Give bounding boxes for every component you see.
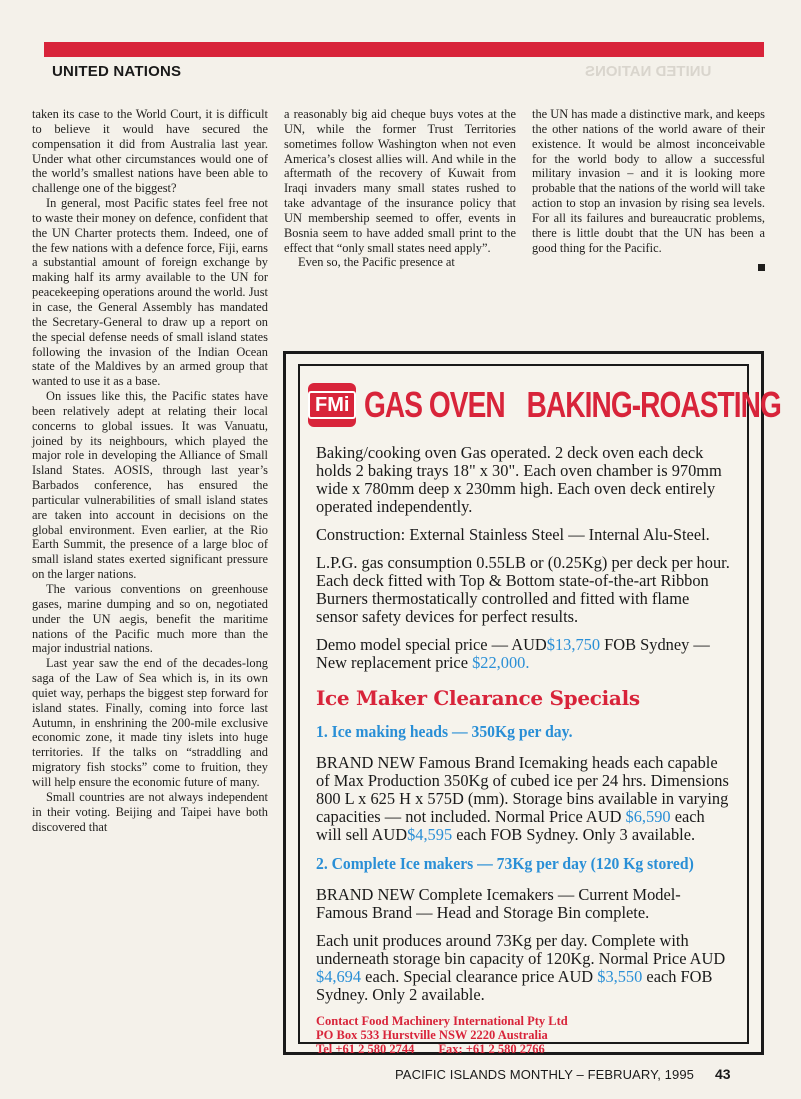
paragraph: The various conventions on greenhouse gases, marine dumping and so on, negotiated under the UN aegis, benefit the maritime nations of the Pacific much more than the major industrial nations. [32, 582, 268, 656]
paragraph: Small countries are not always independent in their voting. Beijing and Taipei have both discovered that [32, 789, 268, 834]
oven-description: Baking/cooking oven Gas operated. 2 deck oven each deck holds 2 baking trays 18" x 30". Each oven chamber is 970mm wide x 780mm deep x 230mm high. Each oven deck entirely operated independently. [316, 443, 722, 516]
article-column-3 [532, 107, 765, 274]
demo-price: $13,750 [546, 635, 601, 654]
show-through-text: UNITED NATIONS [585, 63, 712, 80]
fmi-logo: FMi [308, 383, 356, 427]
article-column-2 [284, 107, 516, 270]
contact-address: PO Box 533 Hurstville NSW 2220 Australia [316, 1028, 548, 1042]
ice-maker-heading: Ice Maker Clearance Specials [316, 686, 640, 710]
paragraph: In general, most Pacific states feel free not to waste their money on defence, confident that the UN Charter protects them. Indeed, one of the few nations with a defence force, Fiji, earns a substantial amount of foreign exchange by making half its army available to the UN for peacekeeping operations around the world. Just in case, the General Assembly has mandated the Secretary-General to draw up a report on the special defense needs of small island states following the invasion of the Indian Ocean state of the Maldives by an armed group that wanted to use it as a base. [32, 196, 268, 389]
item2-heading: 2. Complete Ice makers — 73Kg per day (120 Kg stored) [316, 854, 694, 873]
header-red-bar [44, 42, 764, 57]
item1-heading: 1. Ice making heads — 350Kg per day. [316, 722, 573, 741]
section-title: UNITED NATIONS [52, 63, 182, 80]
advertisement-inner-frame [298, 364, 782, 1056]
item1-description: BRAND NEW Famous Brand Icemaking heads each capable of Max Production 350Kg of cubed ice per 24 hrs. Dimensions 800 L x 625 H x 575D (mm). Storage bins available in varying capacities — not included. Normal Price AUD $6,590 each will sell AUD$4,595 each FOB Sydney. Only 3 available. [316, 753, 729, 844]
paragraph: Last year saw the end of the decades-long saga of the Law of Sea which is, in its own quiet way, perhaps the biggest step forward for island states. Finally, coming into force last Autumn, in enshrining the 200-mile exclusive economic zone, it made tiny islets into huge territories. If the talks on “straddling and migratory fish stocks” come to fruition, they will help ensure the economic future of many. [32, 656, 268, 789]
item2-description: BRAND NEW Complete Icemakers — Current Model-Famous Brand — Head and Storage Bin complete. [316, 885, 681, 922]
construction-text: Construction: External Stainless Steel — Internal Alu-Steel. [316, 525, 710, 544]
contact-tel: Tel +61 2 580 2744 [316, 1042, 415, 1056]
paragraph: the UN has made a distinctive mark, and keeps the other nations of the world aware of their existence. It would be almost inconceivable for the world body to allow a successful military invasion – and it is looking more probable that the nations of the world will take action to stop an invasion by rising sea levels. For all its failures and bureaucratic problems, there is little doubt that the UN has been a good thing for the Pacific. [532, 107, 765, 255]
paragraph: a reasonably big aid cheque buys votes at the UN, while the former Trust Territories sometimes follow Washington when not even America’s closest allies will. And while in the aftermath of the recovery of Kuwait from Iraqi invaders many small states rushed to take advantage of the insurance policy that UN membership seemed to offer, events in Bosnia seem to have added small print to the effect that “only small states need apply”. [284, 107, 516, 255]
paragraph: taken its case to the World Court, it is difficult to believe it would have secured the compensation it did from Australia last year. Under what other circumstances would one of the world’s smallest nations have been able to challenge one of the biggest? [32, 107, 268, 196]
ad-header [308, 380, 782, 430]
contact-fax: Fax: +61 2 580 2766 [438, 1042, 545, 1056]
contact-block [316, 1014, 731, 1056]
ad-title: GAS OVEN BAKING-ROASTING [364, 384, 782, 425]
new-price: $22,000. [472, 653, 530, 672]
paragraph: Even so, the Pacific presence at [298, 255, 455, 270]
contact-company: Contact Food Machinery International Pty Ltd [316, 1014, 568, 1028]
advertisement [283, 351, 782, 1056]
end-of-article-mark [758, 264, 765, 271]
item2-details: Each unit produces around 73Kg per day. Complete with underneath storage bin capacity of 120Kg. Normal Price AUD $4,694 each. Special clearance price AUD $3,550 each FOB Sydney. Only 2 available. [316, 931, 726, 1004]
page-number: 43 [715, 1066, 731, 1082]
lpg-text: L.P.G. gas consumption 0.55LB or (0.25Kg) per deck per hour. Each deck fitted with Top & Bottom state-of-the-art Ribbon Burners thermostatically controlled and fitted with flame sensor safety devices for perfect results. [316, 553, 730, 626]
article-column-1 [32, 107, 268, 834]
contact-phone-line [316, 1042, 731, 1056]
oven-price-text: Demo model special price — AUD$13,750 FOB Sydney — New replacement price $22,000. [316, 635, 710, 672]
publication-footer: PACIFIC ISLANDS MONTHLY – FEBRUARY, 1995 [395, 1067, 695, 1082]
paragraph: On issues like this, the Pacific states have been relatively adept at relating their local concerns to global issues. It was Vanuatu, joined by its neighbours, which played the major role in developing the Alliance of Small Island States. AOSIS, through last year’s Barbados conference, has ensured the particular vulnerabilities of small island states are taken into account in decisions on the global environment. Even earlier, at the Rio Earth Summit, the presence of a large bloc of small island states exerted significant pressure on the larger nations. [32, 389, 268, 582]
